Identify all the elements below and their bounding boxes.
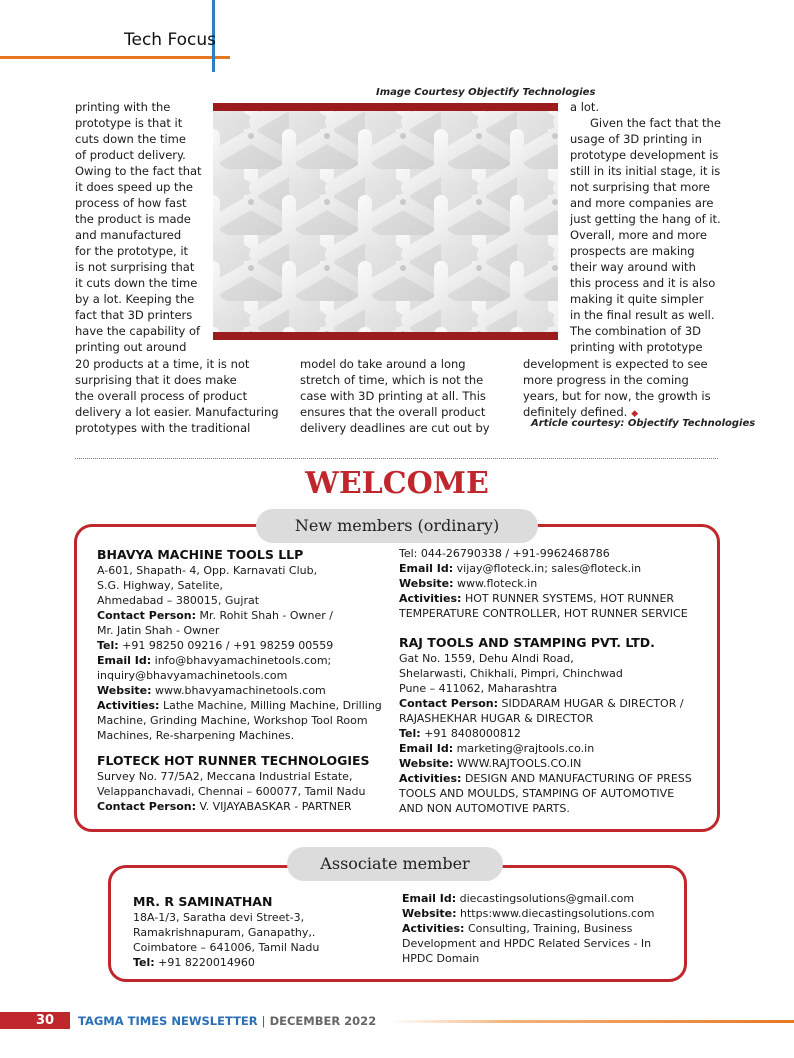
address-line: Ramakrishnapuram, Ganapathy,.: [133, 926, 316, 939]
text-line: the product is made: [75, 212, 191, 226]
activities-value: HOT RUNNER SYSTEMS, HOT RUNNER TEMPERATURE CONTROLLER, HOT RUNNER SERVICE: [399, 592, 688, 620]
end-mark-icon: ◆: [631, 409, 639, 419]
welcome-heading: WELCOME: [305, 466, 489, 501]
text-line: just getting the hang of it.: [570, 212, 721, 226]
text-line: cuts down the time: [75, 132, 186, 146]
activities-label: Activities:: [97, 699, 160, 712]
footer-separator: |: [261, 1014, 266, 1028]
contact-value: Mr. Rohit Shah - Owner /: [196, 609, 334, 622]
article-column-c-top: [570, 99, 725, 355]
text-line: still in its initial stage, it is: [570, 164, 721, 178]
member-raj-tools: [399, 634, 699, 816]
tel-label: Tel:: [399, 727, 421, 740]
associate-member-label: Associate member: [287, 847, 503, 881]
lattice-pattern-image: [213, 103, 558, 337]
text-line: prospects are making: [570, 244, 695, 258]
address-line: Gat No. 1559, Dehu Alndi Road,: [399, 652, 574, 665]
address-line: Pune – 411062, Maharashtra: [399, 682, 558, 695]
website-value: www.floteck.in: [453, 577, 538, 590]
image-caption: Image Courtesy Objectify Technologies: [376, 87, 596, 98]
contact-value: SIDDARAM HUGAR & DIRECTOR /: [498, 697, 684, 710]
text-line: Given the fact that the: [590, 116, 721, 130]
activities-label: Activities:: [399, 772, 462, 785]
member-floteck: [97, 752, 387, 814]
email-label: Email Id:: [399, 562, 454, 575]
email-label: Email Id:: [97, 654, 152, 667]
text-line: have the capability of: [75, 324, 201, 338]
article-column-a-top: [75, 99, 205, 355]
text-line: ensures that the overall product: [300, 405, 486, 419]
activities-value: Lathe Machine, Milling Machine, Drilling Machine, Grinding Machine, Workshop Tool Room Machines, Re-sharpening Machines.: [97, 699, 382, 742]
member-saminathan: [133, 893, 383, 970]
text-line: fact that 3D printers: [75, 308, 193, 322]
contact-value: Mr. Jatin Shah - Owner: [97, 624, 220, 637]
text-line: it does speed up the: [75, 180, 193, 194]
website-value: www.bhavyamachinetools.com: [151, 684, 326, 697]
activities-value: DESIGN AND MANUFACTURING OF PRESS TOOLS AND MOULDS, STAMPING OF AUTOMOTIVE AND NON AUTOMOTIVE PARTS.: [399, 772, 692, 815]
activities-label: Activities:: [402, 922, 465, 935]
text-line: delivery deadlines are cut out by: [300, 421, 490, 435]
text-line: in the final result as well.: [570, 308, 715, 322]
text-line: is not surprising that: [75, 260, 195, 274]
text-line: stretch of time, which is not the: [300, 373, 484, 387]
text-line: printing out around: [75, 340, 187, 354]
text-line: by a lot. Keeping the: [75, 292, 195, 306]
text-line: not surprising that more: [570, 180, 710, 194]
activities-label: Activities:: [399, 592, 462, 605]
text-line: definitely defined.: [523, 405, 628, 419]
section-divider: [75, 458, 718, 459]
website-label: Website:: [399, 757, 454, 770]
article-credit: Article courtesy: Objectify Technologies: [531, 418, 756, 429]
ordinary-members-label: New members (ordinary): [256, 509, 538, 543]
contact-label: Contact Person:: [399, 697, 499, 710]
text-line: usage of 3D printing in: [570, 132, 702, 146]
address-line: Velappanchavadi, Chennai – 600077, Tamil Nadu: [97, 785, 366, 798]
website-value: https:www.diecastingsolutions.com: [456, 907, 655, 920]
text-line: it cuts down the time: [75, 276, 198, 290]
photo-top-border: [213, 103, 558, 111]
footer-publication: [78, 1014, 376, 1028]
article-photo: [213, 103, 558, 337]
text-line: making it quite simpler: [570, 292, 704, 306]
text-line: and manufactured: [75, 228, 182, 242]
text-line: printing with the: [75, 100, 171, 114]
member-name: RAJ TOOLS AND STAMPING PVT. LTD.: [399, 635, 655, 650]
text-line: prototype development is: [570, 148, 719, 162]
text-line: of product delivery.: [75, 148, 186, 162]
text-line: Overall, more and more: [570, 228, 707, 242]
contact-value: RAJASHEKHAR HUGAR & DIRECTOR: [399, 712, 594, 725]
tel-label: Tel:: [97, 639, 119, 652]
text-line: process of how fast: [75, 196, 187, 210]
website-label: Website:: [399, 577, 454, 590]
text-line: a lot.: [570, 100, 600, 114]
tel-value: +91 8220014960: [154, 956, 255, 969]
email-value: info@bhavyamachinetools.com;: [151, 654, 332, 667]
text-line: delivery a lot easier. Manufacturing: [75, 405, 279, 419]
text-line: prototypes with the traditional: [75, 421, 251, 435]
article-column-c-bottom: [523, 356, 723, 422]
address-line: Survey No. 77/5A2, Meccana Industrial Estate,: [97, 770, 353, 783]
footer-page-tab: [0, 1012, 70, 1029]
header-accent-bar: [0, 56, 230, 59]
member-bhavya: [97, 546, 387, 743]
tel-value: +91 8408000812: [420, 727, 521, 740]
text-line: Owing to the fact that: [75, 164, 202, 178]
email-label: Email Id:: [399, 742, 454, 755]
member-floteck-continued: [399, 546, 699, 621]
member-name: BHAVYA MACHINE TOOLS LLP: [97, 547, 304, 562]
photo-bottom-border: [213, 332, 558, 340]
text-line: model do take around a long: [300, 357, 466, 371]
text-line: this process and it is also: [570, 276, 716, 290]
address-line: 18A-1/3, Saratha devi Street-3,: [133, 911, 305, 924]
email-value: vijay@floteck.in; sales@floteck.in: [453, 562, 642, 575]
text-line: The combination of 3D: [570, 324, 702, 338]
address-line: Ahmedabad – 380015, Gujrat: [97, 594, 260, 607]
address-line: S.G. Highway, Satelite,: [97, 579, 224, 592]
text-line: for the prototype, it: [75, 244, 189, 258]
member-name: MR. R SAMINATHAN: [133, 894, 273, 909]
text-line: their way around with: [570, 260, 696, 274]
member-name: FLOTECK HOT RUNNER TECHNOLOGIES: [97, 753, 370, 768]
text-line: case with 3D printing at all. This: [300, 389, 486, 403]
issue-date: DECEMBER 2022: [269, 1014, 377, 1028]
website-label: Website:: [97, 684, 152, 697]
email-value: inquiry@bhavyamachinetools.com: [97, 669, 288, 682]
member-saminathan-continued: [402, 891, 672, 966]
email-value: marketing@rajtools.co.in: [453, 742, 595, 755]
address-line: Coimbatore – 641006, Tamil Nadu: [133, 941, 320, 954]
publication-name: TAGMA TIMES NEWSLETTER: [78, 1014, 258, 1028]
article-column-b: [300, 356, 495, 436]
article-column-a-bottom: [75, 356, 280, 436]
tel-label: Tel:: [133, 956, 155, 969]
address-line: Shelarwasti, Chikhali, Pimpri, Chinchwad: [399, 667, 623, 680]
website-label: Website:: [402, 907, 457, 920]
text-line: printing with prototype: [570, 340, 703, 354]
text-line: prototype is that it: [75, 116, 183, 130]
tel-value: +91 98250 09216 / +91 98259 00559: [118, 639, 334, 652]
text-line: and more companies are: [570, 196, 714, 210]
text-line: development is expected to see: [523, 357, 708, 371]
text-line: more progress in the coming: [523, 373, 689, 387]
email-label: Email Id:: [402, 892, 457, 905]
activities-value: Consulting, Training, Business Development and HPDC Related Services - In HPDC Domain: [402, 922, 652, 965]
text-line: years, but for now, the growth is: [523, 389, 711, 403]
text-line: the overall process of product: [75, 389, 248, 403]
tel-value: Tel: 044-26790338 / +91-9962468786: [399, 547, 610, 560]
footer-accent-line: [390, 1020, 794, 1023]
contact-label: Contact Person:: [97, 609, 197, 622]
contact-value: V. VIJAYABASKAR - PARTNER: [196, 800, 352, 813]
email-value: diecastingsolutions@gmail.com: [456, 892, 635, 905]
section-title: Tech Focus: [124, 30, 217, 50]
website-value: WWW.RAJTOOLS.CO.IN: [453, 757, 582, 770]
address-line: A-601, Shapath- 4, Opp. Karnavati Club,: [97, 564, 318, 577]
text-line: surprising that it does make: [75, 373, 237, 387]
page-number: 30: [36, 1013, 55, 1028]
contact-label: Contact Person:: [97, 800, 197, 813]
text-line: 20 products at a time, it is not: [75, 357, 250, 371]
